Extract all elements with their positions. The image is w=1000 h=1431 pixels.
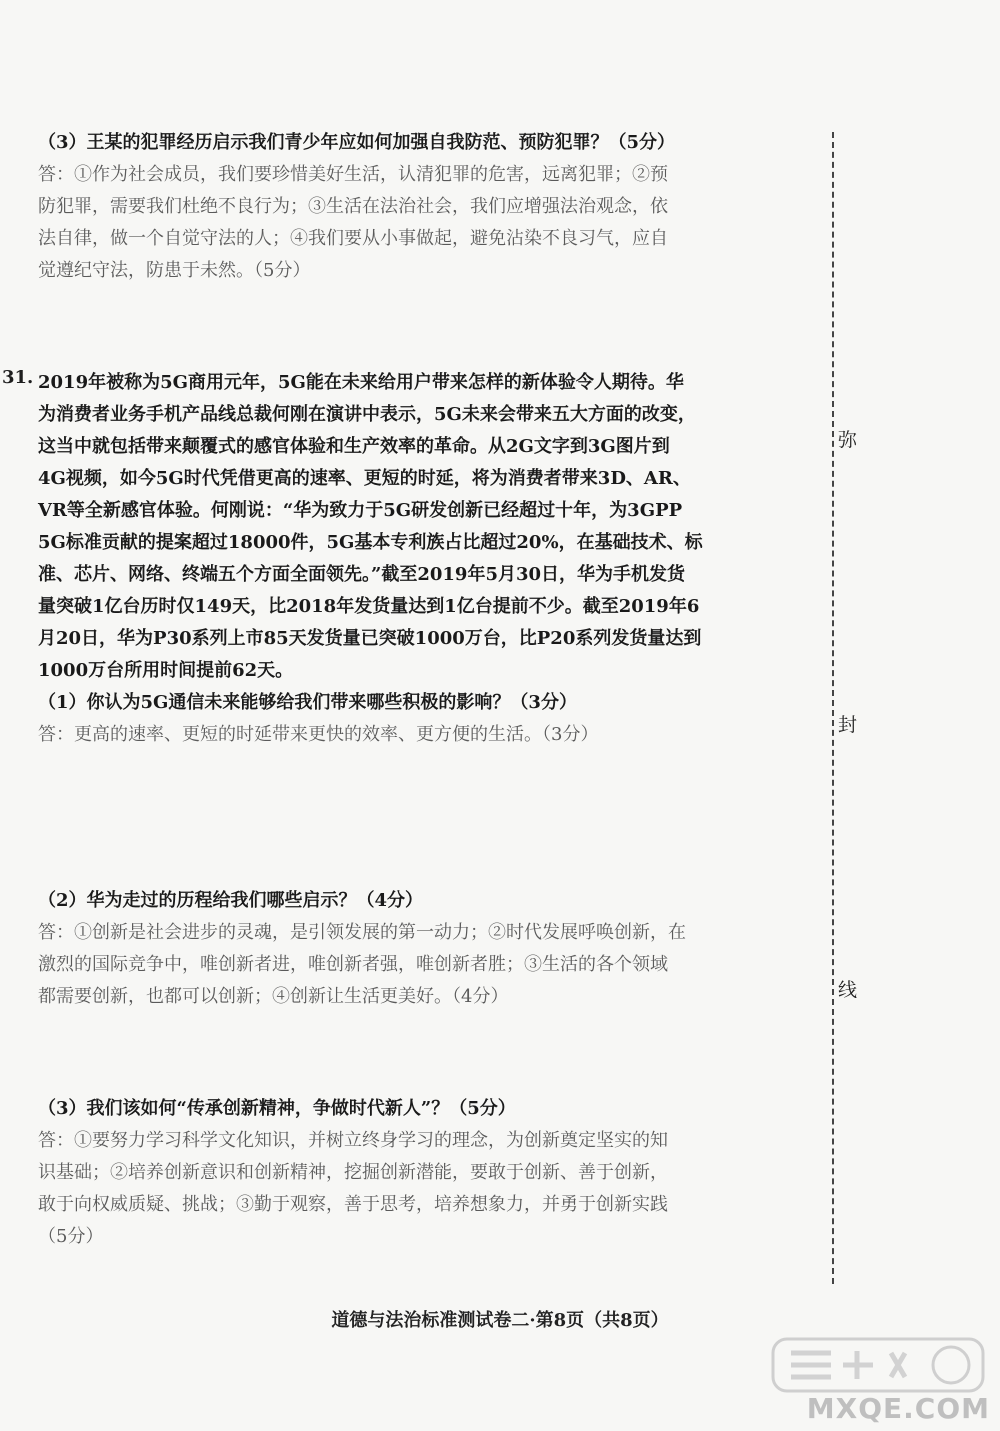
q31-sub3-question: （3）我们该如何“传承创新精神，争做时代新人”？（5分） — [38, 1098, 516, 1119]
answer-line: 防犯罪，需要我们杜绝不良行为；③生活在法治社会，我们应增强法治观念，依 — [38, 196, 668, 217]
answer-line: 都需要创新，也都可以创新；④创新让生活更美好。（4分） — [38, 986, 509, 1007]
seal-char-feng: 封 — [838, 714, 858, 736]
material-line: 1000万台所用时间提前62天。 — [38, 660, 294, 681]
answer-line: 答：①要努力学习科学文化知识，并树立终身学习的理念，为创新奠定坚实的知 — [38, 1130, 668, 1151]
material-line: VR等全新感官体验。何刚说：“华为致力于5G研发创新已经超过十年，为3GPP — [38, 500, 683, 521]
q30-sub3-question: （3）王某的犯罪经历启示我们青少年应如何加强自我防范、预防犯罪？（5分） — [38, 132, 676, 153]
material-line: 月20日，华为P30系列上市85天发货量已突破1000万台，比P20系列发货量达到 — [38, 628, 702, 649]
answer-line: 法自律，做一个自觉守法的人；④我们要从小事做起，避免沾染不良习气，应自 — [38, 228, 668, 249]
q31-sub1-question: （1）你认为5G通信未来能够给我们带来哪些积极的影响？（3分） — [38, 692, 577, 713]
answer-line: 激烈的国际竞争中，唯创新者进，唯创新者强，唯创新者胜；③生活的各个领域 — [38, 954, 668, 975]
answer-line: 答：更高的速率、更短的时延带来更快的效率、更方便的生活。（3分） — [38, 724, 599, 745]
seal-char-xian: 线 — [838, 979, 858, 1001]
material-line: 2019年被称为5G商用元年，5G能在未来给用户带来怎样的新体验令人期待。华 — [38, 372, 684, 393]
answer-line: 敢于向权威质疑、挑战；③勤于观察，善于思考，培养想象力，并勇于创新实践 — [38, 1194, 668, 1215]
answer-line: （5分） — [38, 1226, 104, 1247]
answer-line: 答：①创新是社会进步的灵魂，是引领发展的第一动力；②时代发展呼唤创新，在 — [38, 922, 686, 943]
q31-sub3 — [38, 1093, 778, 1253]
material-line: 这当中就包括带来颠覆式的感官体验和生产效率的革命。从2G文字到3G图片到 — [38, 436, 670, 457]
seal-line — [832, 132, 834, 1284]
material-line: 准、芯片、网络、终端五个方面全面领先。”截至2019年5月30日，华为手机发货 — [38, 564, 686, 585]
q31-sub2 — [38, 885, 778, 1013]
answer-line: 觉遵纪守法，防患于未然。（5分） — [38, 260, 311, 281]
q31-sub2-question: （2）华为走过的历程给我们哪些启示？（4分） — [38, 890, 424, 911]
material-line: 5G标准贡献的提案超过18000件，5G基本专利族占比超过20%，在基础技术、标 — [38, 532, 703, 553]
watermark-text: MXQE.COM — [806, 1392, 990, 1425]
answer-line: 识基础；②培养创新意识和创新精神，挖掘创新潜能，要敢于创新、善于创新， — [38, 1162, 668, 1183]
q31-material — [2, 367, 778, 751]
material-line: 量突破1亿台历时仅149天，比2018年发货量达到1亿台提前不少。截至2019年6 — [38, 596, 700, 617]
seal-char-mi: 弥 — [838, 429, 858, 451]
material-line: 4G视频，如今5G时代凭借更高的速率、更短的时延，将为消费者带来3D、AR、 — [38, 468, 691, 489]
question-number: 31. — [2, 367, 34, 388]
answer-line: 答：①作为社会成员，我们要珍惜美好生活，认清犯罪的危害，远离犯罪；②预 — [38, 164, 668, 185]
page-footer: 道德与法治标准测试卷二·第8页（共8页） — [331, 1310, 669, 1331]
material-line: 为消费者业务手机产品线总裁何刚在演讲中表示，5G未来会带来五大方面的改变， — [38, 404, 696, 425]
q30-sub3 — [38, 127, 778, 287]
